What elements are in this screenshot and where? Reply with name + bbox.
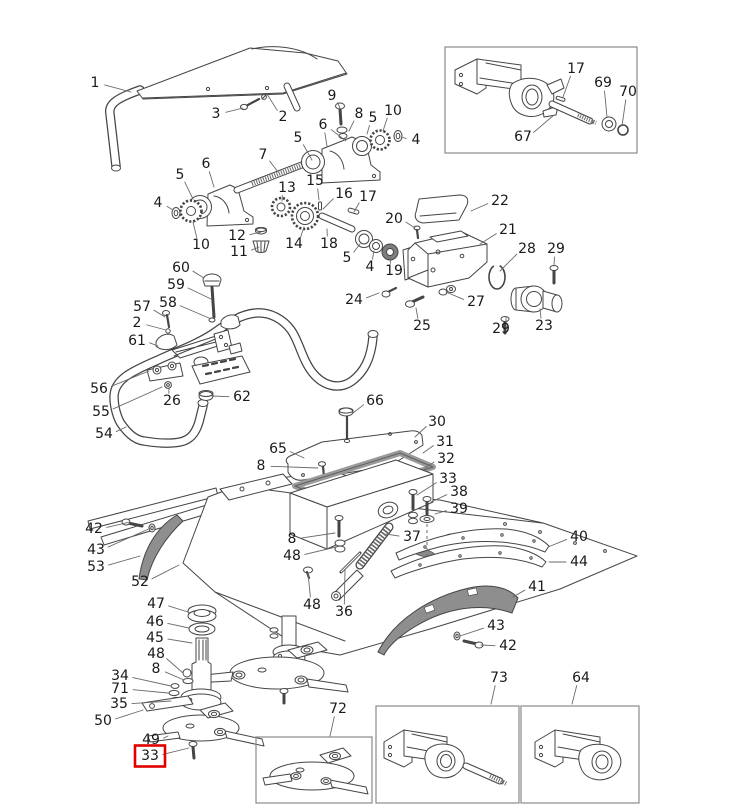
leader-line <box>416 308 418 318</box>
leader-line <box>169 606 188 612</box>
leader-line <box>330 717 334 736</box>
bolt-29-upper <box>550 266 558 284</box>
leader-line <box>367 293 379 298</box>
part-label-10 <box>192 222 210 253</box>
leader-line <box>226 108 243 112</box>
leader-line <box>383 118 387 131</box>
part-number: 55 <box>92 404 110 420</box>
leader-line <box>167 206 173 210</box>
pto-bracket-inset-parts <box>455 59 628 135</box>
washer-71 <box>169 690 179 695</box>
leader-line <box>323 199 333 209</box>
part-number: 46 <box>146 614 164 630</box>
part-number: 40 <box>570 529 588 545</box>
part-number: 71 <box>111 681 129 697</box>
part-label-8 <box>152 661 184 680</box>
part-label-72 <box>329 701 347 736</box>
leader-line <box>168 639 192 643</box>
part-label-32 <box>425 451 455 468</box>
leader-line <box>188 288 211 299</box>
part-number: 52 <box>131 574 149 590</box>
part-number: 15 <box>306 173 324 189</box>
rotor-bolt <box>280 689 288 704</box>
leader-line <box>133 690 168 693</box>
part-number: 39 <box>450 501 468 517</box>
part-number: 32 <box>437 451 455 467</box>
leader-line <box>109 556 140 565</box>
part-label-3 <box>212 106 243 122</box>
part-number: 33 <box>439 471 457 487</box>
part-number: 5 <box>175 167 185 183</box>
part-number: 41 <box>528 579 546 595</box>
part-label-21 <box>480 222 517 244</box>
stem-59 <box>212 287 214 317</box>
part-number: 59 <box>167 277 185 293</box>
part-label-4 <box>366 251 375 275</box>
part-label-53 <box>87 556 140 575</box>
part-number: 36 <box>335 604 353 620</box>
part-number: 7 <box>258 147 268 163</box>
part-label-47 <box>147 596 188 612</box>
part-number: 56 <box>90 381 108 397</box>
part-number: 24 <box>345 292 363 308</box>
part-label-5 <box>294 130 312 160</box>
bracket-64 <box>535 730 621 780</box>
part-number: 48 <box>147 646 165 662</box>
part-number: 48 <box>283 548 301 564</box>
part-number: 70 <box>619 84 637 100</box>
part-number: 20 <box>385 211 403 227</box>
part-number: 6 <box>201 156 211 172</box>
bolt-9 <box>336 103 345 124</box>
part-number: 10 <box>384 103 402 119</box>
part-number: 42 <box>499 638 517 654</box>
nut-26 <box>165 382 172 389</box>
part-label-65 <box>269 441 304 458</box>
bracket-73 <box>384 730 507 784</box>
leader-line <box>534 115 554 132</box>
washer-43-right <box>454 632 460 640</box>
leader-line <box>325 133 327 146</box>
part-number: 37 <box>403 529 421 545</box>
nut-2 <box>166 329 170 333</box>
part-label-4 <box>401 132 421 148</box>
part-label-43 <box>460 618 505 636</box>
part-number: 8 <box>287 531 297 547</box>
part-label-26 <box>163 389 181 409</box>
part-label-69 <box>594 75 612 117</box>
part-label-23 <box>535 309 553 334</box>
leader-line <box>460 628 483 636</box>
leader-line <box>147 325 166 330</box>
bolt-42-right <box>464 641 483 648</box>
part-label-8 <box>349 106 363 131</box>
part-number: 29 <box>547 241 565 257</box>
part-number: 27 <box>467 294 485 310</box>
part-number: 43 <box>487 618 505 634</box>
part-number: 30 <box>428 414 446 430</box>
part-label-42 <box>481 638 517 654</box>
part-number: 2 <box>132 315 142 331</box>
part-label-45 <box>146 630 192 646</box>
part-number: 38 <box>450 484 468 500</box>
part-label-2 <box>133 315 166 331</box>
plug-60 <box>203 274 221 286</box>
leader-line <box>471 204 488 211</box>
part-label-62 <box>212 389 251 405</box>
part-number: 21 <box>499 222 517 238</box>
part-label-38 <box>431 484 468 502</box>
part-number: 57 <box>133 299 151 315</box>
part-number: 8 <box>256 458 266 474</box>
part-number: 8 <box>354 106 364 122</box>
part-number: 53 <box>87 559 105 575</box>
part-label-73 <box>490 670 508 704</box>
washer-39 <box>420 516 434 523</box>
part-number: 2 <box>278 109 288 125</box>
part-number: 31 <box>436 434 454 450</box>
part-number: 42 <box>85 521 103 537</box>
part-number: 22 <box>491 193 509 209</box>
leader-line <box>165 672 184 680</box>
part-label-10 <box>383 103 402 131</box>
leader-line <box>270 161 278 172</box>
part-number: 23 <box>535 318 553 334</box>
part-label-25 <box>413 308 431 334</box>
part-number: 3 <box>211 106 221 122</box>
blade-50 <box>142 696 193 711</box>
part-number: 64 <box>572 670 590 686</box>
leader-line <box>480 234 496 244</box>
part-number: 29 <box>492 321 510 337</box>
part-number: 16 <box>335 186 353 202</box>
part-number: 4 <box>365 259 375 275</box>
part-number: 58 <box>159 295 177 311</box>
part-number: 9 <box>327 88 337 104</box>
handlebar-assembly <box>114 274 378 443</box>
leader-line <box>193 222 197 237</box>
part-number: 6 <box>318 117 328 133</box>
leader-line <box>446 292 464 299</box>
part-label-61 <box>128 333 158 349</box>
part-label-33 <box>135 746 189 767</box>
part-number: 12 <box>228 228 246 244</box>
part-number: 73 <box>490 670 508 686</box>
part-number: 18 <box>320 236 338 252</box>
washer-8 <box>183 679 193 684</box>
part-number: 1 <box>90 75 100 91</box>
leader-line <box>168 623 189 628</box>
coupling-23 <box>511 286 562 312</box>
leader-line <box>406 222 415 228</box>
part-label-18 <box>320 229 338 252</box>
part-label-29 <box>547 241 565 266</box>
leader-line <box>267 94 277 110</box>
part-label-14 <box>285 227 304 252</box>
cap-62 <box>199 391 213 401</box>
part-label-19 <box>385 257 403 279</box>
part-number: 11 <box>230 244 248 260</box>
part-number: 13 <box>278 180 296 196</box>
leader-line <box>622 100 626 126</box>
part-label-1 <box>91 75 131 92</box>
part-number: 60 <box>172 260 190 276</box>
part-number: 61 <box>128 333 146 349</box>
part-label-28 <box>500 241 536 271</box>
leader-line <box>367 125 369 134</box>
leader-line <box>193 271 204 278</box>
leader-line <box>353 405 364 413</box>
bolt-24 <box>382 288 396 297</box>
part-number: 17 <box>359 189 377 205</box>
part-label-6 <box>202 156 214 187</box>
diagram-artwork <box>88 47 637 794</box>
leader-line <box>500 254 517 271</box>
part-label-5 <box>343 244 360 266</box>
part-number: 43 <box>87 542 105 558</box>
part-number: 4 <box>411 132 421 148</box>
part-label-52 <box>131 565 179 590</box>
part-label-50 <box>94 710 143 729</box>
part-label-7 <box>259 147 278 172</box>
part-number: 34 <box>111 668 129 684</box>
part-number: 25 <box>413 318 431 334</box>
leader-line <box>605 91 607 117</box>
part-label-70 <box>619 84 637 126</box>
part-number: 44 <box>570 554 588 570</box>
part-label-67 <box>514 115 554 145</box>
part-label-15 <box>306 173 324 200</box>
leader-line <box>163 748 189 754</box>
leader-line <box>423 446 433 453</box>
part-label-5 <box>176 167 193 199</box>
part-label-22 <box>471 193 509 211</box>
part-label-9 <box>328 88 340 108</box>
part-number: 19 <box>385 263 403 279</box>
part-number: 48 <box>303 597 321 613</box>
part-label-2 <box>267 94 287 125</box>
part-number: 47 <box>147 596 165 612</box>
leader-line <box>185 182 193 199</box>
part-label-20 <box>385 211 415 228</box>
leader-line <box>209 172 214 187</box>
part-number: 50 <box>94 713 112 729</box>
part-number: 4 <box>153 195 163 211</box>
part-number: 5 <box>293 130 303 146</box>
part-label-46 <box>146 614 189 630</box>
part-number: 35 <box>110 696 128 712</box>
leader-line <box>349 121 354 131</box>
leader-line <box>491 686 495 704</box>
part-number: 33 <box>141 748 159 764</box>
part-number: 67 <box>514 129 532 145</box>
part-number: 26 <box>163 393 181 409</box>
nut-48 <box>183 669 191 677</box>
leader-line <box>354 244 360 252</box>
part-number: 8 <box>151 661 161 677</box>
part-number: 66 <box>366 393 384 409</box>
part-number: 17 <box>567 61 585 77</box>
leader-line <box>563 76 571 97</box>
leader-line <box>152 565 179 579</box>
part-number: 65 <box>269 441 287 457</box>
nut-58 <box>209 318 215 322</box>
rotor-72 <box>263 748 368 794</box>
bolt-66 <box>339 408 353 439</box>
cap-34 <box>171 684 179 689</box>
part-number: 49 <box>142 732 160 748</box>
part-number: 5 <box>342 250 352 266</box>
leader-line <box>180 306 209 318</box>
leader-line <box>318 189 319 200</box>
part-number: 10 <box>192 237 210 253</box>
part-label-16 <box>323 186 353 209</box>
leader-line <box>133 678 171 686</box>
gearbox-mount-assembly <box>382 195 562 333</box>
part-number: 5 <box>368 110 378 126</box>
part-label-17 <box>563 61 585 97</box>
part-number: 72 <box>329 701 347 717</box>
part-number: 62 <box>233 389 251 405</box>
leader-line <box>212 396 229 397</box>
part-number: 14 <box>285 236 303 252</box>
part-number: 54 <box>95 426 113 442</box>
part-label-64 <box>572 670 590 704</box>
part-label-27 <box>446 292 485 310</box>
bolt-33-highlighted <box>189 742 197 759</box>
leader-line <box>572 686 577 704</box>
part-label-60 <box>172 260 204 278</box>
threaded-shaft-7 <box>237 161 312 190</box>
leader-line <box>167 659 183 673</box>
leader-line <box>113 387 162 409</box>
bolt-25 <box>406 297 424 307</box>
part-number: 69 <box>594 75 612 91</box>
bolt-42-left <box>122 519 142 526</box>
part-number: 28 <box>518 241 536 257</box>
part-number: 45 <box>146 630 164 646</box>
screw-2 <box>262 95 267 100</box>
part-label-4 <box>154 195 173 211</box>
leader-line <box>105 85 131 92</box>
part-label-17 <box>354 189 377 212</box>
part-label-24 <box>345 292 379 308</box>
bolt-57 <box>163 311 170 328</box>
part-label-66 <box>353 393 384 413</box>
